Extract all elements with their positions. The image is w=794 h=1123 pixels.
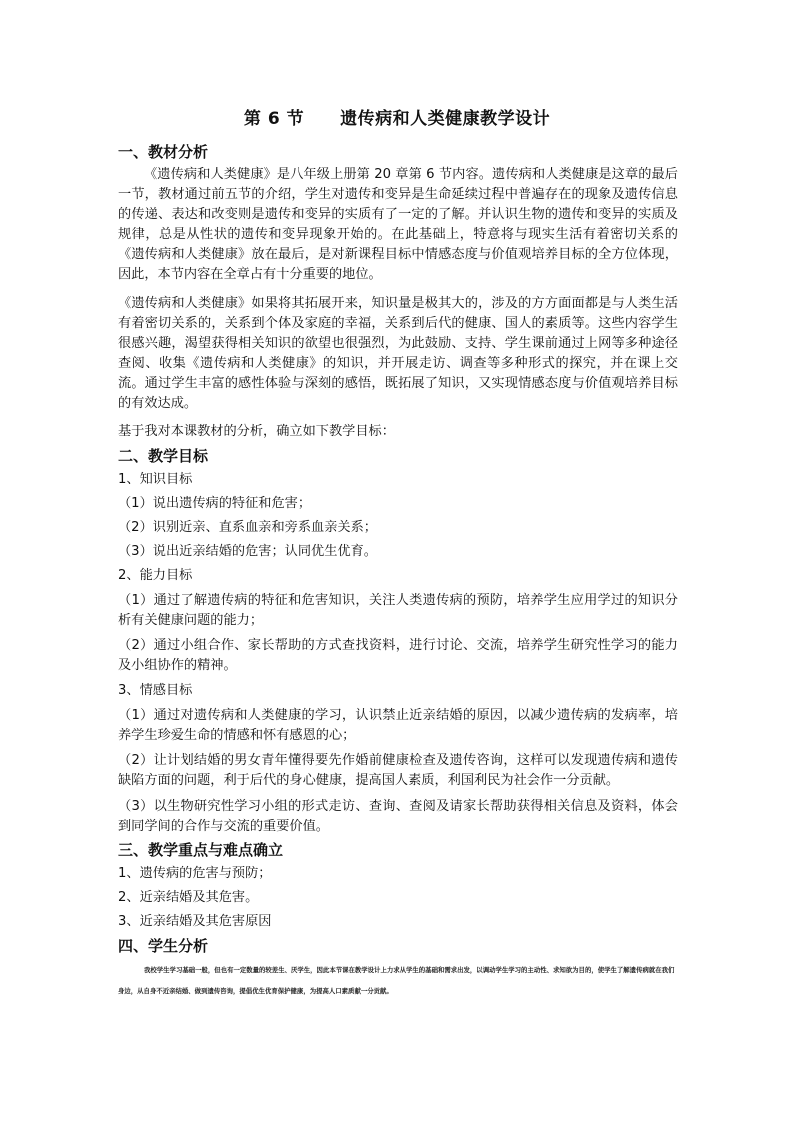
paragraph-textbook-1: 《遗传病和人类健康》是八年级上册第 20 章第 6 节内容。遗传病和人类健康是这章的最后一节，教材通过前五节的介绍，学生对遗传和变异是生命延续过程中普遍存在的现象及遗传信息的传递、表达和改变则是遗传和变异的实质有了一定的了解。并认识生物的遗传和变异的实质及规律，总是从性状的遗传和变异现象开始的。在此基础上，特意将与现实生活有着密切关系的《遗传病和人类健康》放在最后，是对新课程目标中情感态度与价值观培养目标的全方位体现，因此，本节内容在全章占有十分重要的地位。: [118, 167, 678, 282]
knowledge-goal-1: （1）说出遗传病的特征和危害；: [118, 496, 312, 511]
emotion-goal-3: （3）以生物研究性学习小组的形式走访、查询、查阅及请家长帮助获得相关信息及资料，体会到同学间的合作与交流的重要价值。: [118, 799, 678, 834]
key-point-1: 1、遗传病的危害与预防；: [118, 866, 272, 881]
knowledge-goal-3: （3）说出近亲结婚的危害；认同优生优育。: [118, 544, 377, 559]
heading-key-points: 三、教学重点与难点确立: [118, 841, 284, 859]
emotion-goal-1: （1）通过对遗传病和人类健康的学习，认识禁止近亲结婚的原因，以减少遗传病的发病率，培养学生珍爱生命的情感和怀有感恩的心；: [118, 708, 678, 743]
key-point-3: 3、近亲结婚及其危害原因: [118, 914, 272, 929]
knowledge-goal-title: 1、知识目标: [118, 472, 193, 487]
key-point-2: 2、近亲结婚及其危害。: [118, 890, 259, 905]
document-title: [0, 104, 794, 129]
knowledge-goal-2: （2）识别近亲、直系血亲和旁系血亲关系；: [118, 520, 377, 535]
heading-teaching-goals: 二、教学目标: [118, 447, 209, 465]
title-text: 遗传病和人类健康教学设计: [340, 109, 551, 129]
section-number: 第 6 节: [243, 109, 305, 129]
heading-textbook-analysis: 一、教材分析: [118, 143, 209, 161]
paragraph-textbook-3: 基于我对本课教材的分析，确立如下教学目标：: [118, 424, 395, 439]
ability-goal-2: （2）通过小组合作、家长帮助的方式查找资料，进行讨论、交流，培养学生研究性学习的能力及小组协作的精神。: [118, 638, 678, 673]
heading-student-analysis: 四、学生分析: [118, 937, 209, 955]
ability-goal-1: （1）通过了解遗传病的特征和危害知识，关注人类遗传病的预防，培养学生应用学过的知识分析有关健康问题的能力；: [118, 593, 678, 628]
student-analysis-paragraph: 我校学生学习基础一般，但也有一定数量的较差生、厌学生，因此本节课在教学设计上力求从学生的基础和需求出发，以调动学生学习的主动性、求知欲为目的，使学生了解遗传病就在我们身边，从自身不近亲结婚、做到遗传咨询，提倡优生优育保护健康，为提高人口素质献一分贡献。: [118, 966, 675, 995]
emotion-goal-title: 3、情感目标: [118, 683, 193, 698]
paragraph-textbook-2: 《遗传病和人类健康》如果将其拓展开来，知识量是极其大的，涉及的方方面面都是与人类生活有着密切关系的，关系到个体及家庭的幸福，关系到后代的健康、国人的素质等。这些内容学生很感兴趣，渴望获得相关知识的欲望也很强烈，为此鼓励、支持、学生课前通过上网等多种途径查阅、收集《遗传病和人类健康》的知识，并开展走访、调查等多种形式的探究，并在课上交流。通过学生丰富的感性体验与深刻的感悟，既拓展了知识，又实现情感态度与价值观培养目标的有效达成。: [118, 296, 678, 411]
emotion-goal-2: （2）让计划结婚的男女青年懂得要先作婚前健康检查及遗传咨询，这样可以发现遗传病和遗传缺陷方面的问题，利于后代的身心健康，提高国人素质，利国利民为社会作一分贡献。: [118, 753, 678, 788]
ability-goal-title: 2、能力目标: [118, 568, 193, 583]
